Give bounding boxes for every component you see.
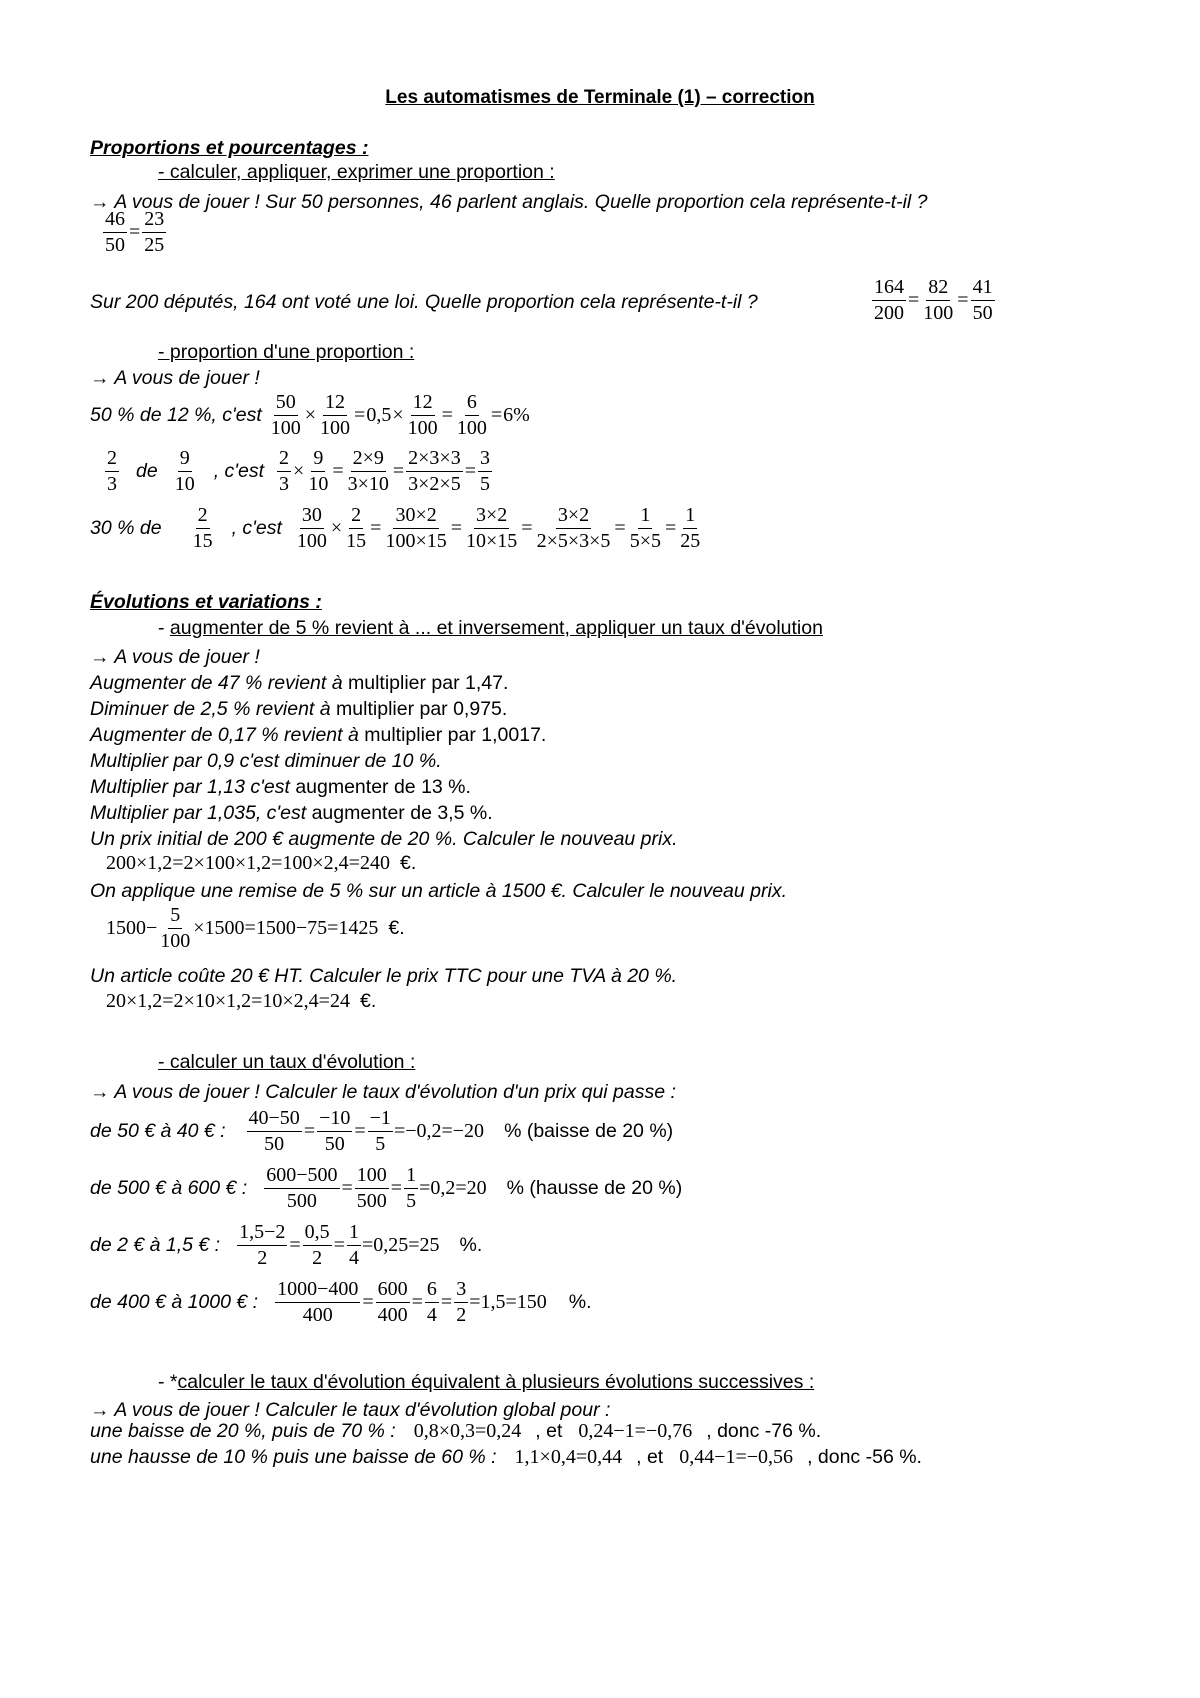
answer-line: Augmenter de 0,17 % revient à multiplier par 1,0017. — [90, 724, 547, 746]
math-expression: de 2 € à 1,5 € : $\frac{1,5-2}{2}$ = $\frac{0,5}{2}$ = $\frac{1}{4}$ =0,25=25 %. — [90, 1221, 483, 1269]
subheading-successive: - *calculer le taux d'évolution équivalent à plusieurs évolutions successives : — [158, 1371, 815, 1393]
subheading-proportion: - calculer, appliquer, exprimer une proportion : — [158, 161, 555, 183]
exercise-prompt: → A vous de jouer ! Sur 50 personnes, 46 parlent anglais. Quelle proportion cela représente-t-il ? — [90, 191, 928, 213]
exercise-prompt: → A vous de jouer ! — [90, 367, 260, 389]
math-expression: $\frac{2}{3}$ de $\frac{9}{10}$ , c'est $\frac{2}{3}$ × $\frac{9}{10}$ = $\frac{2\times 9}{3\times 10}$ = $\frac{2\times 3\times 3}{3\times 2\times 5}$ = $\frac{3}{5}$ — [107, 447, 490, 495]
answer-line: Multiplier par 1,13 c'est augmenter de 13 %. — [90, 776, 471, 798]
answer-line: Multiplier par 1,035, c'est augmenter de 3,5 %. — [90, 802, 493, 824]
section-heading-proportions: Proportions et pourcentages : — [90, 137, 369, 159]
question-text: Un prix initial de 200 € augmente de 20 %. Calculer le nouveau prix. — [90, 828, 678, 850]
math-expression: 30 % de $\frac{2}{15}$ , c'est $\frac{30}{100}$ × $\frac{2}{15}$ = $\frac{30\times 2}{100\times 15}$ = $\frac{3\times 2}{10\times 15}$ = $\frac{3\times 2}{2\times 5\times 3\times 5}$ = $\frac{1}{5\times 5}$ = $\frac{1}{25}$ — [90, 504, 701, 552]
question-text: On applique une remise de 5 % sur un article à 1500 €. Calculer le nouveau prix. — [90, 880, 787, 902]
subheading-proportion-of-proportion: - proportion d'une proportion : — [158, 341, 415, 363]
math-expression: de 500 € à 600 € : $\frac{600-500}{500}$ = $\frac{100}{500}$ = $\frac{1}{5}$ =0,2=20 % (hausse de 20 %) — [90, 1164, 683, 1212]
exercise-prompt: → A vous de jouer ! Calculer le taux d'évolution d'un prix qui passe : — [90, 1081, 676, 1103]
subheading-apply-rate: - augmenter de 5 % revient à ... et inversement, appliquer un taux d'évolution — [158, 617, 823, 639]
math-expression: de 400 € à 1000 € : $\frac{1000-400}{400}$ = $\frac{600}{400}$ = $\frac{6}{4}$ = $\frac{3}{2}$ =1,5=150 %. — [90, 1278, 592, 1326]
math-expression: $\frac{164}{200}$ = $\frac{82}{100}$ = $\frac{41}{50}$ — [874, 276, 993, 324]
subheading-rate: - calculer un taux d'évolution : — [158, 1051, 416, 1073]
answer-line: une hausse de 10 % puis une baisse de 60 % : 1,1×0,4=0,44 , et 0,44−1=−0,56 , donc -56 %. — [90, 1446, 922, 1468]
math-expression: 50 % de 12 %, c'est $\frac{50}{100}$ × $\frac{12}{100}$ = 0,5 × $\frac{12}{100}$ = $\frac{6}{100}$ = 6% — [90, 391, 530, 439]
math-expression: 1500− $\frac{5}{100}$ ×1500=1500−75=1425 €. — [106, 904, 405, 952]
page-title: Les automatismes de Terminale (1) – correction — [385, 87, 815, 108]
answer-line: une baisse de 20 %, puis de 70 % : 0,8×0,3=0,24 , et 0,24−1=−0,76 , donc -76 %. — [90, 1420, 822, 1442]
answer-line: Augmenter de 47 % revient à multiplier par 1,47. — [90, 672, 509, 694]
exercise-prompt: → A vous de jouer ! — [90, 646, 260, 668]
math-expression: 200×1,2=2×100×1,2=100×2,4=240 €. — [106, 852, 417, 874]
math-expression: de 50 € à 40 € : $\frac{40-50}{50}$ = $\frac{-10}{50}$ = $\frac{-1}{5}$ =−0,2=−20 % (baisse de 20 %) — [90, 1107, 674, 1155]
answer-line: Multiplier par 0,9 c'est diminuer de 10 %. — [90, 750, 442, 772]
math-expression: 20×1,2=2×10×1,2=10×2,4=24 €. — [106, 990, 377, 1012]
exercise-prompt: → A vous de jouer ! Calculer le taux d'évolution global pour : — [90, 1399, 611, 1421]
section-heading-evolutions: Évolutions et variations : — [90, 591, 322, 613]
answer-line: Diminuer de 2,5 % revient à multiplier par 0,975. — [90, 698, 508, 720]
math-expression: $\frac{46}{50}$ = $\frac{23}{25}$ — [105, 208, 165, 256]
question-text: Un article coûte 20 € HT. Calculer le prix TTC pour une TVA à 20 %. — [90, 965, 678, 987]
question-text: Sur 200 députés, 164 ont voté une loi. Quelle proportion cela représente-t-il ? — [90, 291, 758, 313]
